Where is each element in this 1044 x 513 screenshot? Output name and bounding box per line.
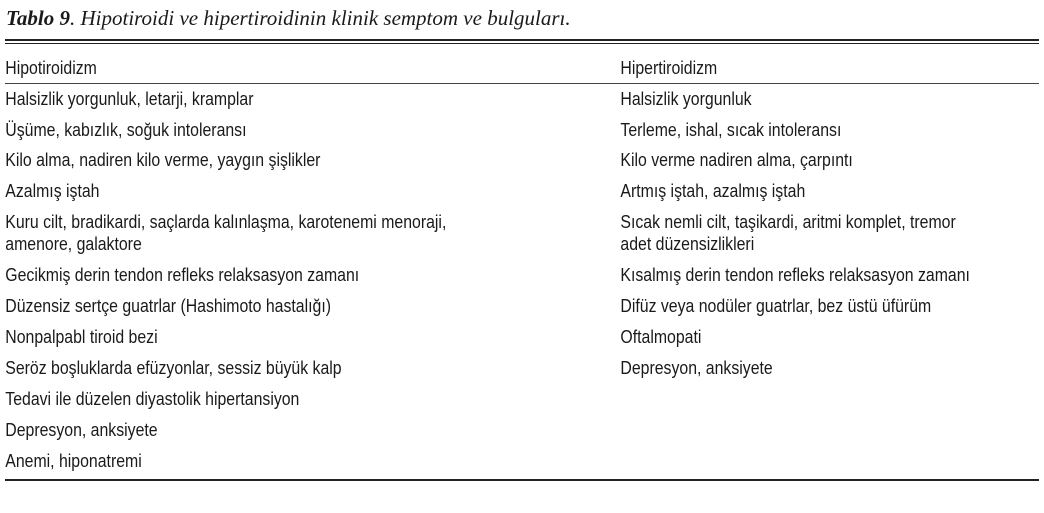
table-caption-title: . Hipotiroidi ve hipertiroidinin klinik semptom ve bulguları. [69,6,571,30]
hyper-row: Terleme, ishal, sıcak intoleransı [620,120,842,140]
hyper-row: Artmış iştah, azalmış iştah [620,181,806,201]
table-caption-label: Tablo 9 [6,6,70,30]
hypo-row: Düzensiz sertçe guatrlar (Hashimoto hastalığı) [5,296,332,316]
hyper-row: Depresyon, anksiyete [620,358,773,378]
hyper-row: Halsizlik yorgunluk [620,89,752,109]
bottom-rule [5,479,1039,481]
hypo-row: Üşüme, kabızlık, soğuk intoleransı [5,120,247,140]
hyper-row-continuation: adet düzensizlikleri [620,234,755,254]
hyper-row: Kısalmış derin tendon refleks relaksasyon zamanı [620,265,970,285]
hypo-row: Kilo alma, nadiren kilo verme, yaygın şişlikler [5,150,321,170]
hyper-row: Kilo verme nadiren alma, çarpıntı [620,150,853,170]
hypo-row: Depresyon, anksiyete [5,420,158,440]
hypo-row: Tedavi ile düzelen diyastolik hipertansiyon [5,389,300,409]
hypo-row: Kuru cilt, bradikardi, saçlarda kalınlaşma, karotenemi menoraji, [5,212,447,232]
hyper-row: Difüz veya nodüler guatrlar, bez üstü üfürüm [620,296,932,316]
hypo-row: Azalmış iştah [5,181,100,201]
header-rule [5,83,1039,84]
hyper-row: Sıcak nemli cilt, taşikardi, aritmi komplet, tremor [620,212,956,232]
hypo-row: Halsizlik yorgunluk, letarji, kramplar [5,89,254,109]
hypo-row: Nonpalpabl tiroid bezi [5,327,158,347]
hypo-row-continuation: amenore, galaktore [5,234,142,254]
hypo-row: Gecikmiş derin tendon refleks relaksasyon zamanı [5,265,360,285]
column-header-hyperthyroidism: Hipertiroidizm [620,58,718,78]
hyper-row: Oftalmopati [620,327,702,347]
hypo-row: Seröz boşluklarda efüzyonlar, sessiz büyük kalp [5,358,342,378]
table-caption [6,6,571,31]
top-double-rule-upper [5,39,1039,41]
top-double-rule-lower [5,43,1039,44]
column-header-hypothyroidism: Hipotiroidizm [5,58,97,78]
hypo-row: Anemi, hiponatremi [5,451,142,471]
